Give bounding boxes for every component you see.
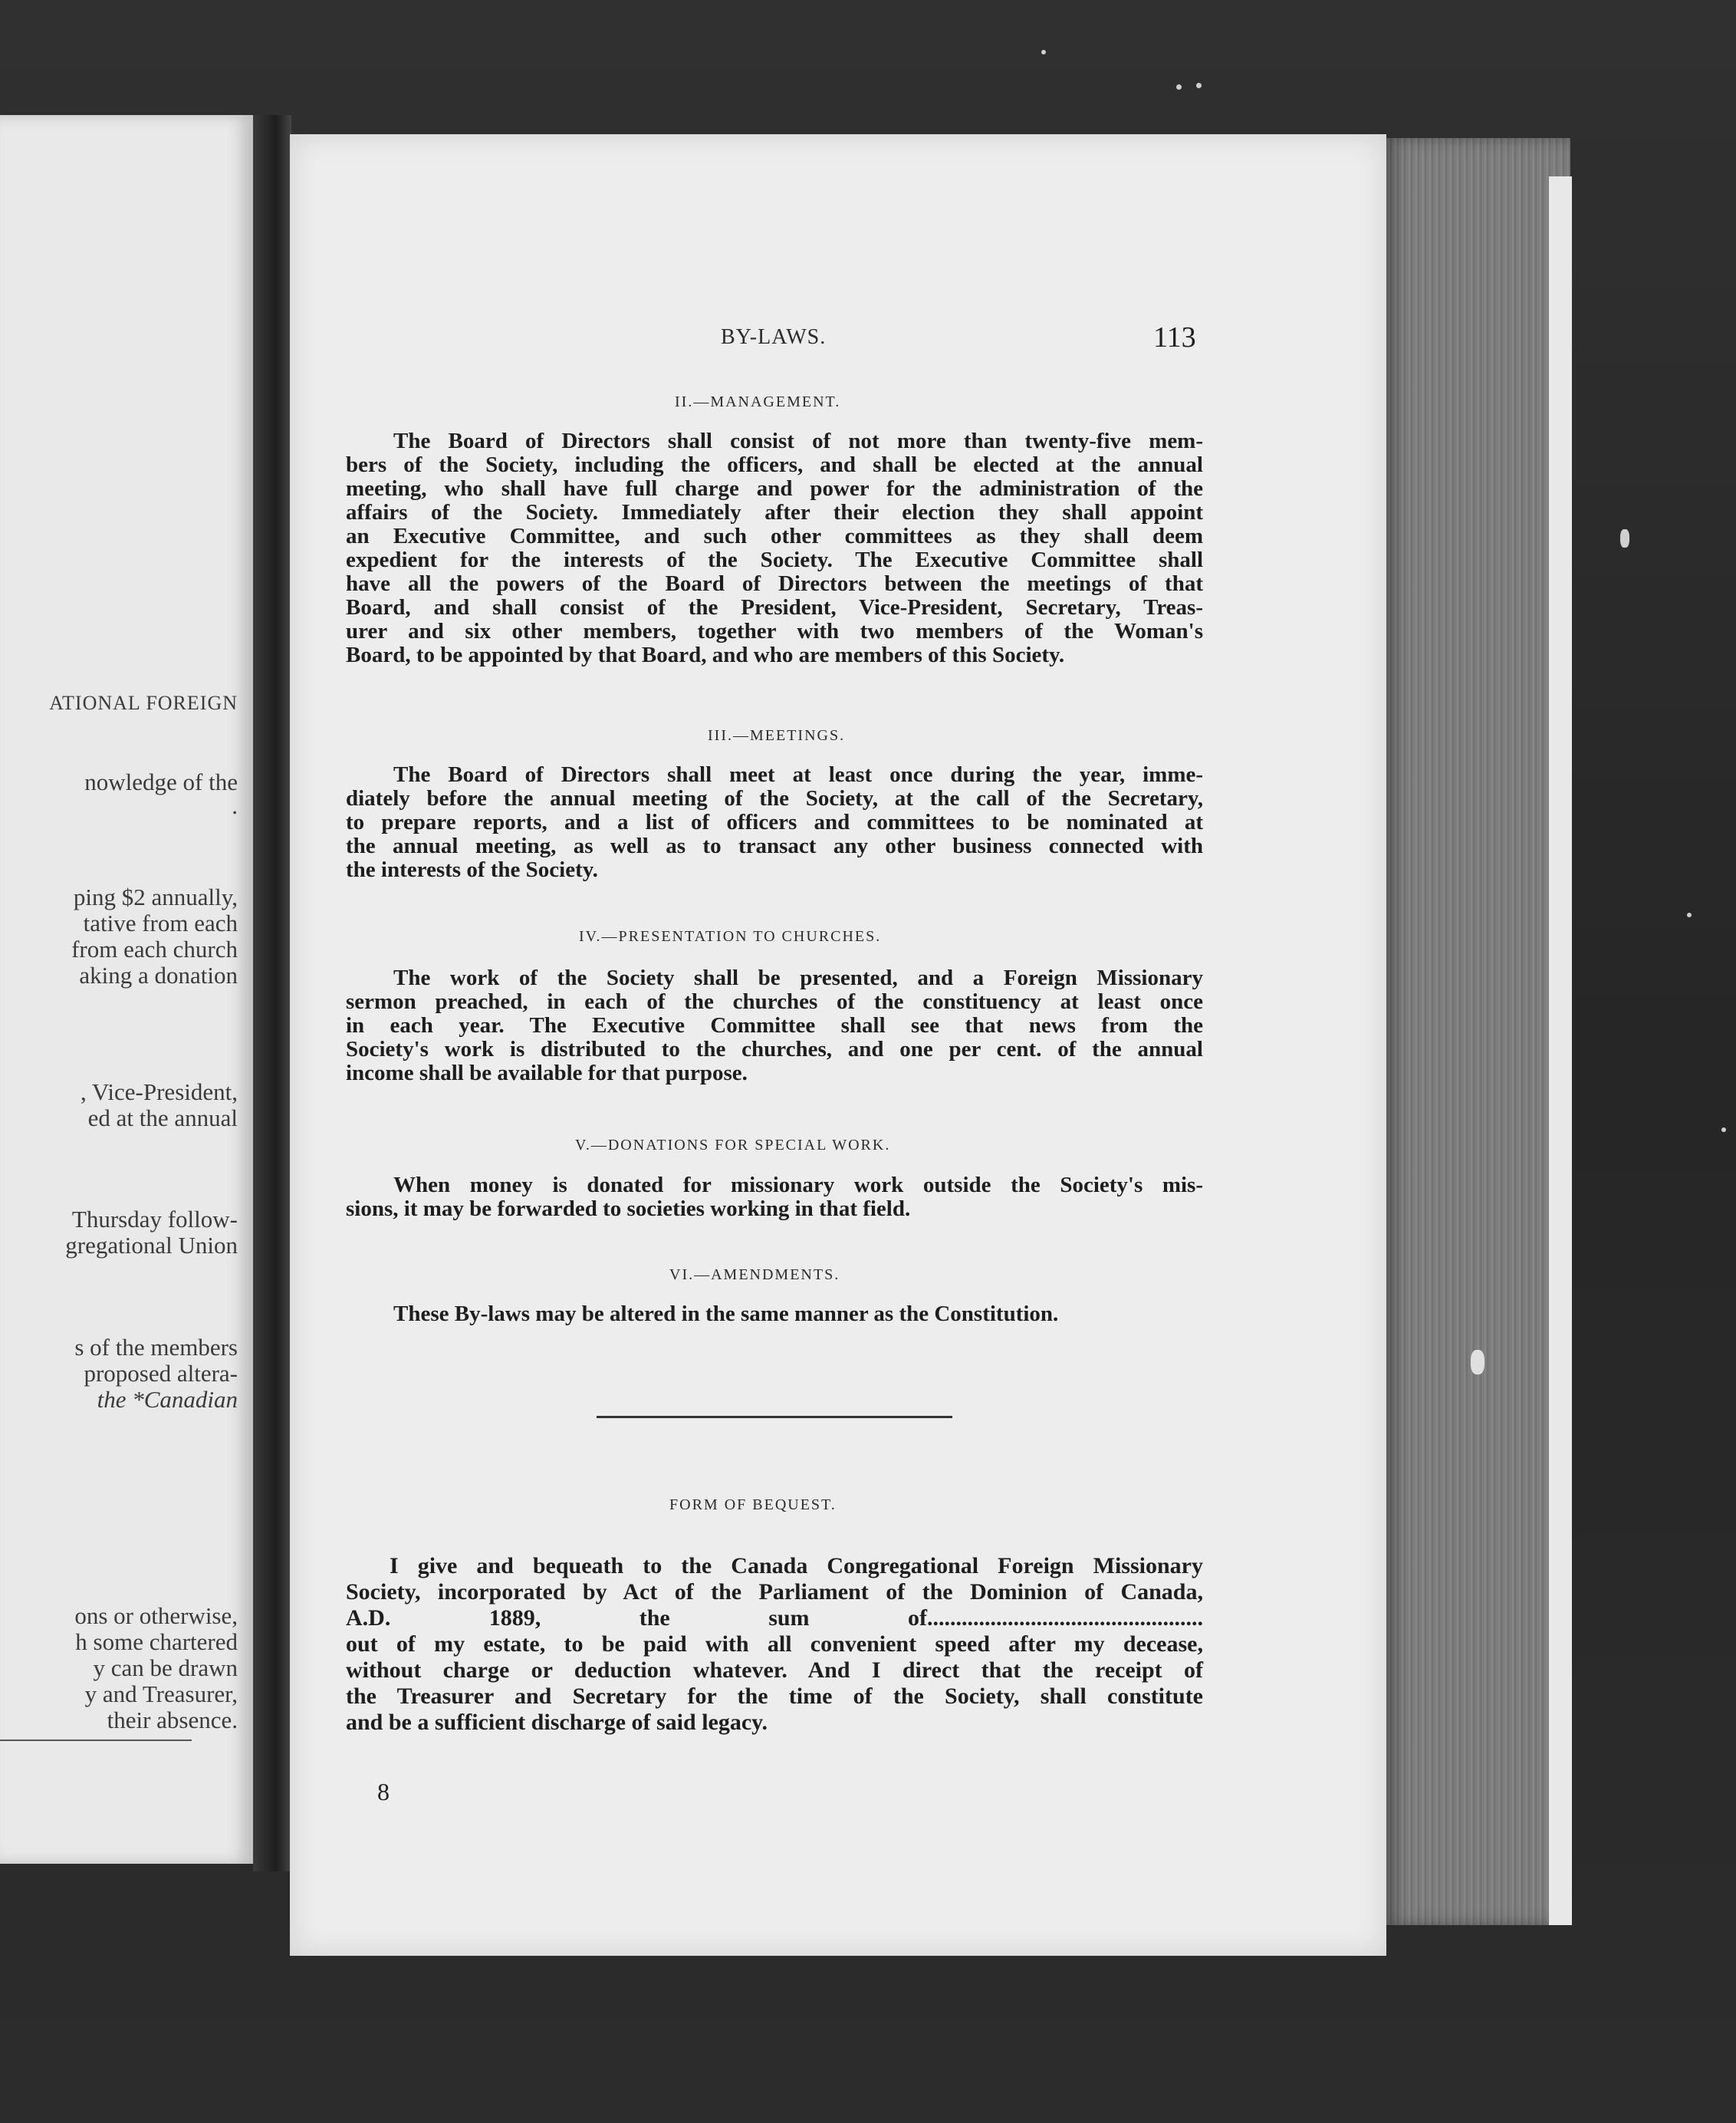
text-line: the interests of the Society.	[346, 857, 598, 882]
text-line: affairs of the Society. Immediately after their election they shall appoint	[346, 500, 1203, 525]
left-page-line: gregational Union	[65, 1232, 238, 1259]
left-page-line: h some chartered	[75, 1628, 238, 1655]
text-line: income shall be available for that purpose.	[346, 1061, 748, 1085]
text-line: the Treasurer and Secretary for the time of the Society, shall constitute	[346, 1684, 1203, 1709]
dust-speck	[1176, 84, 1182, 90]
text-line: I give and bequeath to the Canada Congregational Foreign Missionary	[390, 1553, 1203, 1578]
dust-speck	[1721, 1127, 1726, 1132]
text-line: diately before the annual meeting of the Society, at the call of the Secretary,	[346, 786, 1203, 811]
text-line: an Executive Committee, and such other committees as they shall deem	[346, 524, 1203, 548]
running-head: BY-LAWS.	[721, 325, 827, 349]
left-page-line: the *Canadian	[97, 1386, 238, 1413]
section-heading-donations: V.—DONATIONS FOR SPECIAL WORK.	[575, 1137, 891, 1154]
section-heading-meetings: III.—MEETINGS.	[708, 727, 846, 744]
text-line: meeting, who shall have full charge and power for the administration of the	[346, 476, 1203, 501]
left-page-line: tative from each	[83, 910, 238, 936]
left-facing-page	[0, 115, 253, 1864]
left-page-line: Thursday follow-	[71, 1206, 238, 1233]
bequest-heading: FORM OF BEQUEST.	[669, 1496, 837, 1513]
section-heading-amendments: VI.—AMENDMENTS.	[669, 1266, 840, 1283]
left-page-line: s of the members	[74, 1334, 238, 1361]
section-divider-rule	[597, 1416, 952, 1418]
text-line: When money is donated for missionary work outside the Society's mis-	[393, 1173, 1203, 1197]
text-line: bers of the Society, including the officers, and shall be elected at the annual	[346, 453, 1203, 477]
dust-speck	[1041, 50, 1046, 54]
left-page-line: from each church	[71, 936, 238, 963]
section-heading-presentation: IV.—PRESENTATION TO CHURCHES.	[579, 928, 882, 945]
left-page-line: proposed altera-	[84, 1360, 238, 1387]
left-page-line: their absence.	[107, 1707, 238, 1733]
signature-mark: 8	[377, 1778, 390, 1805]
text-line: in each year. The Executive Committee shall see that news from the	[346, 1013, 1203, 1038]
text-line: These By-laws may be altered in the same manner as the Constitution.	[393, 1302, 1059, 1326]
text-line: Board, and shall consist of the President, Vice-President, Secretary, Treas-	[346, 595, 1203, 620]
text-line: the annual meeting, as well as to transact any other business connected with	[346, 834, 1203, 858]
section-body-management	[346, 430, 1203, 667]
text-line: without charge or deduction whatever. And I direct that the receipt of	[346, 1657, 1203, 1683]
book-edge-highlight	[1549, 176, 1572, 1925]
bequest-body	[346, 1553, 1203, 1736]
dust-speck	[1687, 913, 1692, 917]
text-line: out of my estate, to be paid with all convenient speed after my decease,	[346, 1631, 1203, 1657]
left-page-line: aking a donation	[79, 962, 238, 989]
text-line: Society's work is distributed to the churches, and one per cent. of the annual	[346, 1037, 1203, 1062]
left-page-line: y can be drawn	[93, 1654, 238, 1681]
left-page-line: y and Treasurer,	[84, 1680, 238, 1707]
section-body-meetings	[346, 763, 1203, 882]
text-line: urer and six other members, together with two members of the Woman's	[346, 619, 1203, 643]
section-body-amendments	[346, 1302, 1203, 1326]
section-body-donations	[346, 1173, 1203, 1221]
text-line: A.D. 1889, the sum of................................................	[346, 1605, 1203, 1631]
dust-speck	[1196, 83, 1202, 88]
book-page-edges	[1386, 138, 1570, 1925]
text-line: The work of the Society shall be presented, and a Foreign Missionary	[393, 966, 1203, 990]
left-page-line: ons or otherwise,	[74, 1602, 238, 1629]
left-page-line: , Vice-President,	[80, 1078, 238, 1105]
text-line: The Board of Directors shall meet at least once during the year, imme-	[393, 762, 1203, 787]
text-line: Board, to be appointed by that Board, and who are members of this Society.	[346, 643, 1065, 667]
text-line: expedient for the interests of the Society. The Executive Committee shall	[346, 548, 1203, 572]
text-line: to prepare reports, and a list of officers and committees to be nominated at	[346, 810, 1203, 834]
text-line: sermon preached, in each of the churches of the constituency at least once	[346, 989, 1203, 1014]
text-line: sions, it may be forwarded to societies working in that field.	[346, 1196, 911, 1221]
left-page-line: ed at the annual	[87, 1104, 238, 1131]
left-page-line: ping $2 annually,	[73, 884, 238, 910]
book-gutter	[253, 115, 291, 1871]
left-page-line: nowledge of the	[84, 769, 238, 795]
text-line: and be a sufficient discharge of said legacy.	[346, 1710, 768, 1735]
dust-speck	[1620, 529, 1629, 548]
left-page-line: ATIONAL FOREIGN	[49, 692, 238, 714]
section-heading-management: II.—MANAGEMENT.	[675, 393, 841, 410]
text-line: have all the powers of the Board of Directors between the meetings of that	[346, 571, 1203, 596]
dust-speck	[1471, 1350, 1484, 1374]
left-page-line: .	[232, 792, 238, 819]
section-body-presentation	[346, 966, 1203, 1085]
text-line: The Board of Directors shall consist of not more than twenty-five mem-	[393, 429, 1203, 453]
left-page-rule	[0, 1740, 192, 1741]
page-number: 113	[1153, 321, 1196, 354]
text-line: Society, incorporated by Act of the Parliament of the Dominion of Canada,	[346, 1579, 1203, 1605]
